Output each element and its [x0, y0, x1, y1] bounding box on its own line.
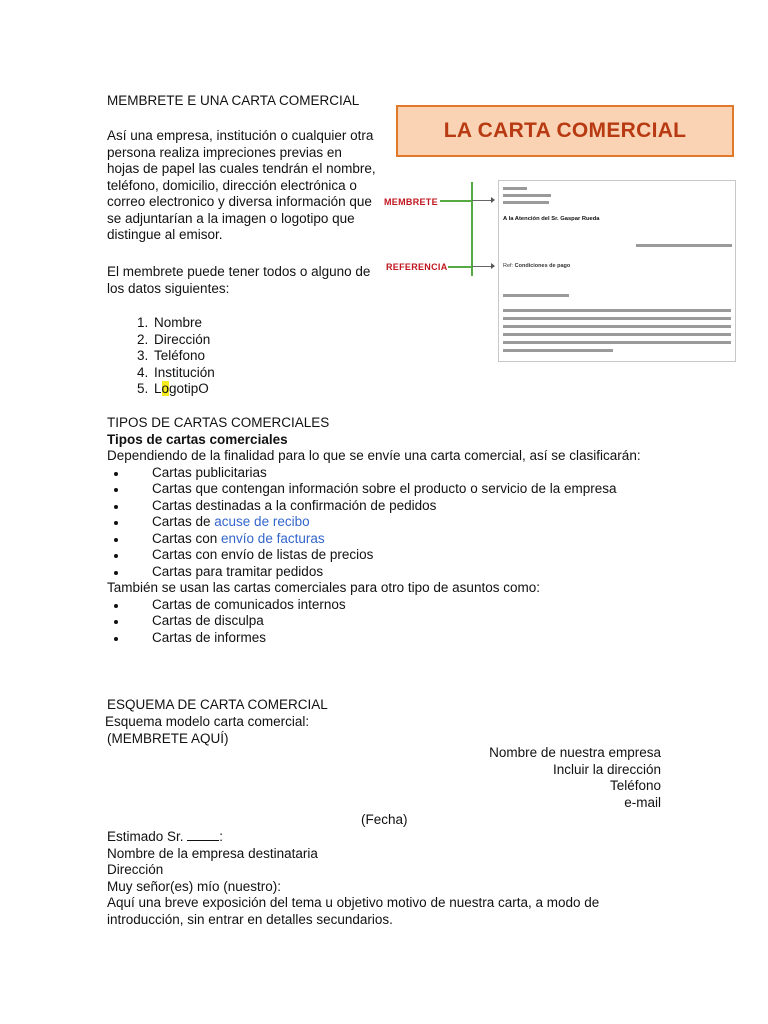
- letter-text-line: [503, 317, 731, 320]
- list-item: Cartas de informes: [107, 630, 667, 647]
- section-heading-esquema: ESQUEMA DE CARTA COMERCIAL: [107, 697, 328, 712]
- link-envio-de-facturas[interactable]: envío de facturas: [221, 530, 325, 546]
- list-item: Cartas publicitarias: [107, 465, 667, 482]
- letter-text-line: [503, 194, 551, 197]
- list-item: 4. Institución: [152, 365, 215, 382]
- letter-text-line: [503, 341, 731, 344]
- link-acuse-de-recibo[interactable]: acuse de recibo: [214, 514, 310, 529]
- figure-banner: LA CARTA COMERCIAL: [396, 105, 734, 157]
- list-item: Cartas de acuse de recibo: [107, 514, 667, 531]
- list-item: 5. LogotipO: [152, 381, 215, 398]
- pointer-line: [472, 200, 492, 201]
- membrete-placeholder: (MEMBRETE AQUÍ): [107, 731, 229, 746]
- recipient-line: Muy señor(es) mío (nuestro):: [107, 878, 282, 894]
- list-item: Cartas destinadas a la confirmación de pedidos: [107, 498, 667, 515]
- list-item: 2. Dirección: [152, 332, 215, 349]
- list-item: Cartas que contengan información sobre el producto o servicio de la empresa: [107, 481, 667, 498]
- connector-line: [471, 182, 473, 276]
- label-referencia: REFERENCIA: [386, 262, 448, 272]
- sender-block: [489, 745, 661, 811]
- sender-line: Teléfono: [609, 778, 661, 793]
- list-item: 1. Nombre: [152, 315, 215, 332]
- list-item: Cartas de comunicados internos: [107, 597, 667, 614]
- list-item: Cartas con envío de facturas: [107, 531, 667, 548]
- letter-text-line: [503, 201, 549, 204]
- connector-referencia: [448, 266, 472, 268]
- tambien-intro: También se usan las cartas comerciales para otro tipo de asuntos como:: [107, 580, 540, 595]
- list-item: Cartas de disculpa: [107, 613, 667, 630]
- letter-text-line: [503, 333, 731, 336]
- arrow-icon: [491, 263, 495, 269]
- recipient-line: Nombre de la empresa destinataria: [107, 845, 318, 861]
- label-membrete: MEMBRETE: [384, 197, 438, 207]
- tipos-list: [107, 465, 667, 581]
- letter-text-line: [503, 349, 613, 352]
- letter-text-line: [503, 309, 731, 312]
- sample-letter-image: [498, 180, 736, 362]
- subheading-tipos: Tipos de cartas comerciales: [107, 431, 288, 447]
- blank-field: [187, 828, 219, 841]
- intro-paragraph: Así una empresa, institución o cualquier otra persona realiza impreciones previas en hojas de papel las cuales tendrán el nombre, teléfono, domicilio, dirección electrónica o correo electronico y diversa información que se adjuntarían a la imagen o logotipo que distingue al emisor.: [107, 128, 376, 242]
- list-item: Cartas para tramitar pedidos: [107, 564, 667, 581]
- letter-text-line: [503, 325, 731, 328]
- list-item: 3. Teléfono: [152, 348, 215, 365]
- tipos-intro: Dependiendo de la finalidad para lo que se envíe una carta comercial, así se clasificarán:: [107, 448, 641, 463]
- letter-ref: Ref: Condiciones de pago: [503, 263, 571, 269]
- sender-line: Incluir la dirección: [552, 761, 661, 777]
- letter-text-line: [503, 294, 569, 297]
- pointer-line: [472, 266, 492, 267]
- letter-text-line: [503, 187, 527, 190]
- datos-list: [107, 315, 215, 398]
- sender-line: e-mail: [624, 794, 661, 810]
- intro-paragraph-2: El membrete puede tener todos o alguno de los datos siguientes:: [107, 264, 371, 296]
- body-paragraph: Aquí una breve exposición del tema u objetivo motivo de nuestra carta, a modo de introducción, sin entrar en detalles secundarios.: [107, 895, 600, 927]
- tambien-list: [107, 597, 667, 647]
- letter-date-line: [636, 244, 732, 247]
- recipient-line: Dirección: [107, 862, 164, 877]
- fecha-placeholder: (Fecha): [361, 812, 408, 827]
- arrow-icon: [491, 197, 495, 203]
- highlighted-letter: o: [161, 381, 170, 396]
- list-item: Cartas con envío de listas de precios: [107, 547, 667, 564]
- connector-membrete: [440, 200, 472, 202]
- salutation: Estimado Sr. :: [107, 829, 224, 844]
- sender-line: Nombre de nuestra empresa: [489, 745, 661, 760]
- esquema-subheading: Esquema modelo carta comercial:: [105, 714, 310, 729]
- section-heading-tipos: TIPOS DE CARTAS COMERCIALES: [107, 415, 330, 430]
- section-heading-membrete: MEMBRETE E UNA CARTA COMERCIAL: [107, 93, 360, 108]
- letter-attention: A la Atención del Sr. Gaspar Rueda: [503, 216, 600, 222]
